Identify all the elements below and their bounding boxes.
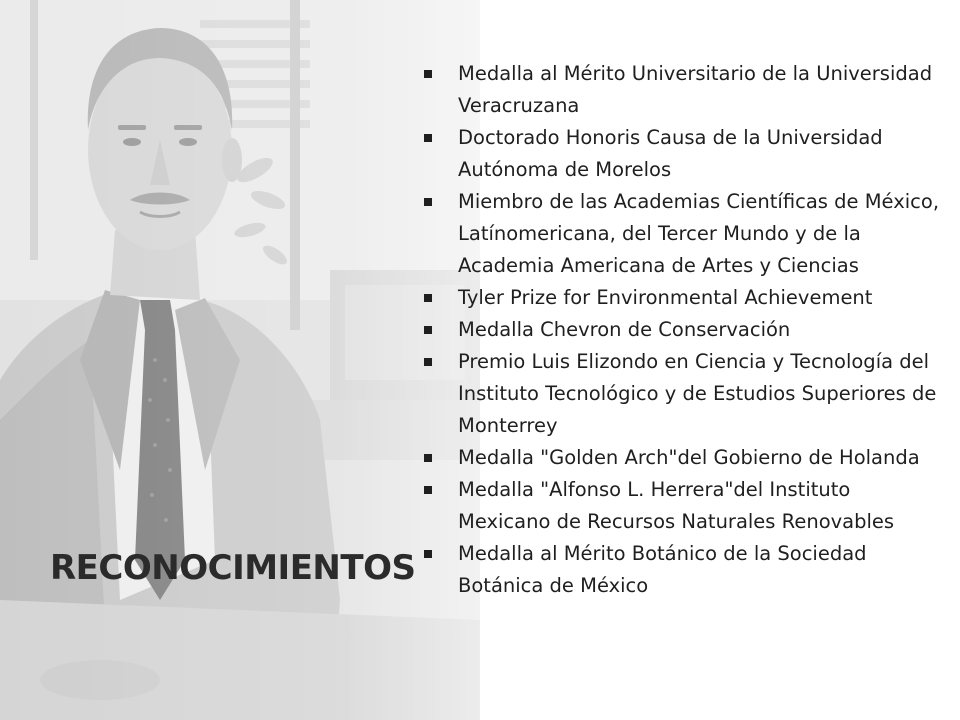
list-item [420, 282, 948, 314]
slide-title: RECONOCIMIENTOS [50, 548, 416, 588]
awards-list [420, 58, 948, 602]
square-bullet-icon [424, 326, 432, 334]
square-bullet-icon [424, 358, 432, 366]
list-item [420, 442, 948, 474]
square-bullet-icon [424, 550, 432, 558]
list-item [420, 474, 948, 538]
square-bullet-icon [424, 70, 432, 78]
square-bullet-icon [424, 294, 432, 302]
award-text: Premio Luis Elizondo en Ciencia y Tecnología del Instituto Tecnológico y de Estudios Superiores de Monterrey [458, 350, 937, 437]
list-item [420, 58, 948, 122]
award-text: Tyler Prize for Environmental Achievement [458, 286, 873, 309]
list-item [420, 538, 948, 602]
award-text: Medalla "Golden Arch"del Gobierno de Holanda [458, 446, 920, 469]
award-text: Medalla al Mérito Botánico de la Sociedad Botánica de México [458, 542, 867, 597]
award-text: Medalla al Mérito Universitario de la Universidad Veracruzana [458, 62, 933, 117]
list-item [420, 122, 948, 186]
list-item [420, 314, 948, 346]
square-bullet-icon [424, 134, 432, 142]
award-text: Medalla Chevron de Conservación [458, 318, 791, 341]
square-bullet-icon [424, 486, 432, 494]
square-bullet-icon [424, 454, 432, 462]
list-item [420, 346, 948, 442]
award-text: Medalla "Alfonso L. Herrera"del Instituto Mexicano de Recursos Naturales Renovables [458, 478, 895, 533]
award-text: Miembro de las Academias Científicas de México, Latínomericana, del Tercer Mundo y de la Academia Americana de Artes y Ciencias [458, 190, 940, 277]
list-item [420, 186, 948, 282]
award-text: Doctorado Honoris Causa de la Universidad Autónoma de Morelos [458, 126, 883, 181]
square-bullet-icon [424, 198, 432, 206]
